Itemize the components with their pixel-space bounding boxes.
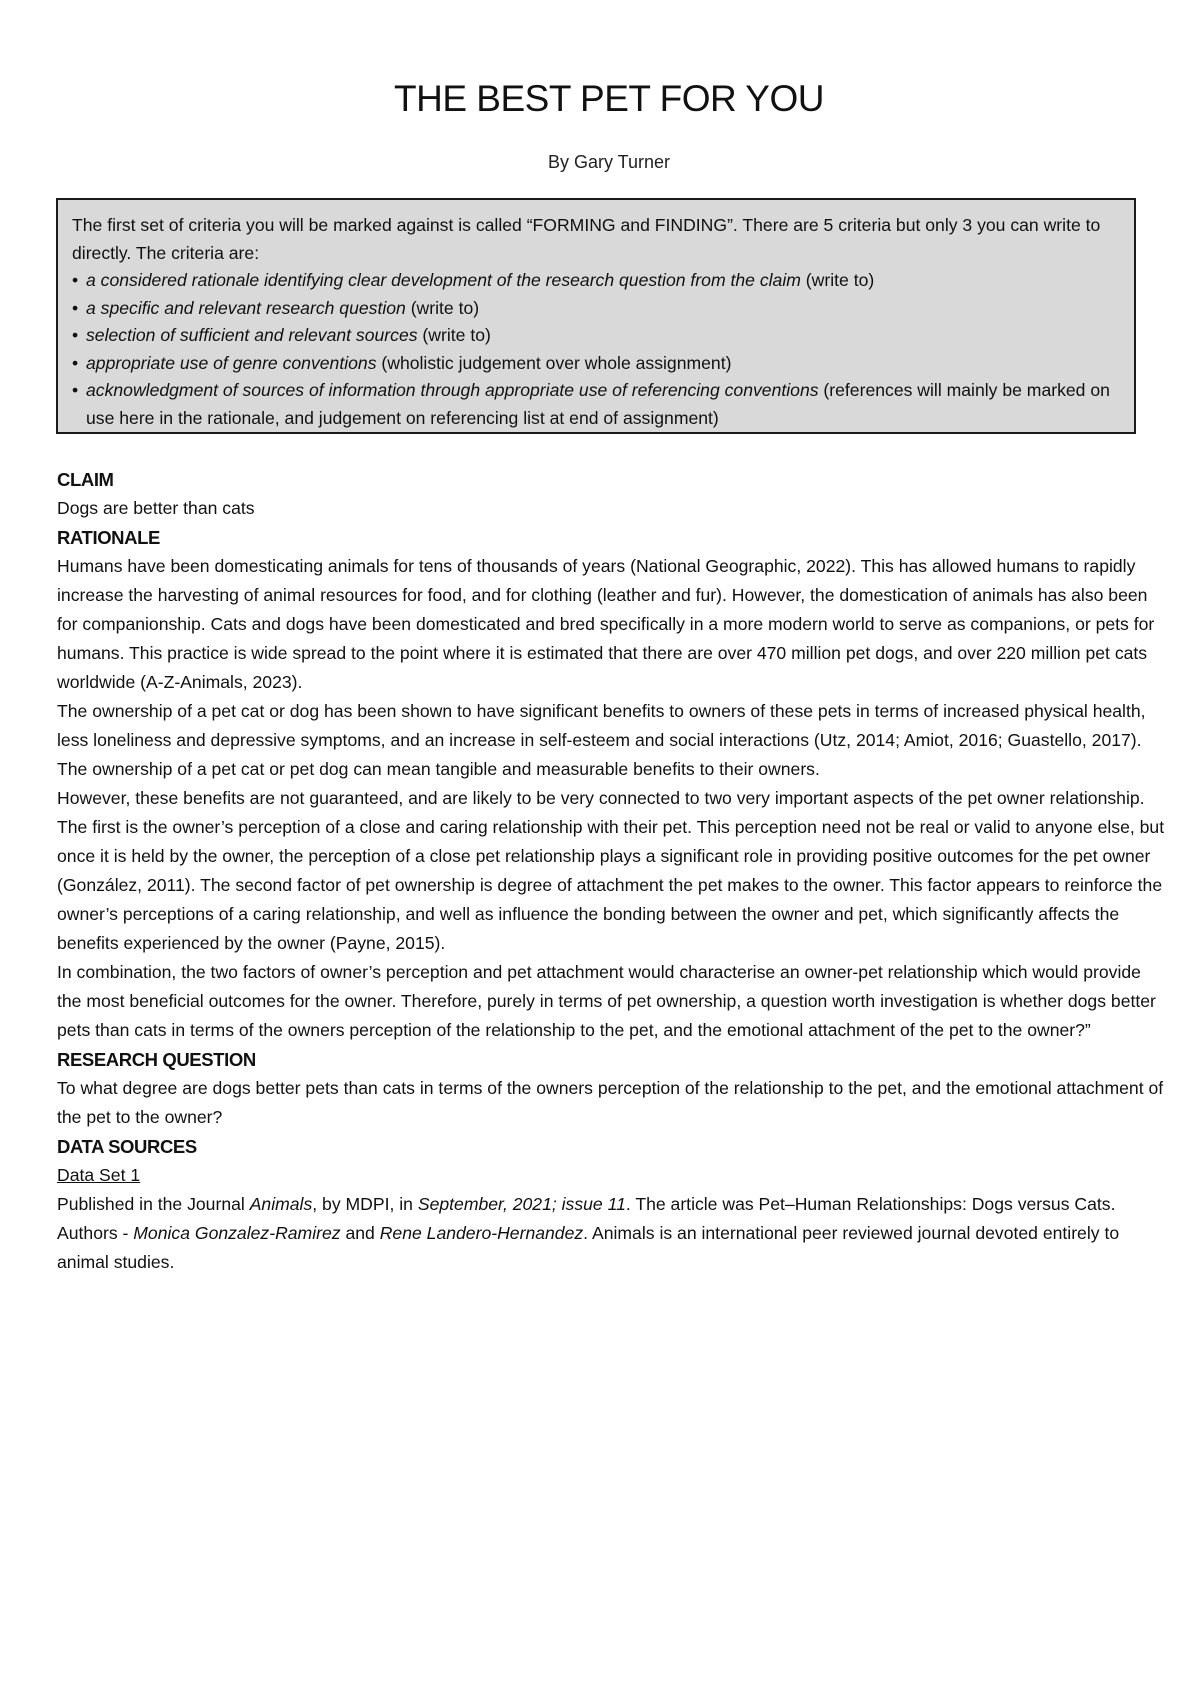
criteria-text: appropriate use of genre conventions bbox=[86, 352, 377, 373]
criteria-text: selection of sufficient and relevant sources bbox=[86, 325, 418, 345]
text-run: . Animals is an international peer reviewed journal devoted entirely to animal studies. bbox=[57, 1223, 1120, 1272]
criteria-item bbox=[72, 322, 1120, 350]
section-heading-research-question: RESEARCH QUESTION bbox=[57, 1049, 256, 1070]
criteria-text: acknowledgment of sources of information through appropriate use of referencing conventions bbox=[86, 380, 819, 400]
bullet-icon: • bbox=[72, 352, 79, 373]
author-byline: By Gary Turner bbox=[547, 152, 671, 172]
criteria-text: a specific and relevant research question bbox=[86, 297, 406, 318]
bullet-icon: • bbox=[72, 270, 79, 290]
criteria-intro: The first set of criteria you will be marked against is called “FORMING and FINDING”. There are 5 criteria but only 3 you can write to directly. The criteria are: bbox=[72, 215, 1101, 263]
author-name: Monica Gonzalez-Ramirez bbox=[133, 1223, 341, 1243]
rationale-paragraph: In combination, the two factors of owner’s perception and pet attachment would characterise an owner-pet relationship which would provide the most beneficial outcomes for the owner. Therefore, purely in terms of pet ownership, a question worth investigation is whether dogs better pets than cats in terms of the owners perception of the relationship to the pet, and the emotional attachment of the pet to the owner?” bbox=[57, 962, 1156, 1040]
criteria-note: (write to) bbox=[405, 297, 480, 318]
criteria-note: (write to) bbox=[417, 325, 491, 345]
criteria-note: (wholistic judgement over whole assignment) bbox=[376, 352, 732, 373]
criteria-box bbox=[56, 198, 1136, 434]
bullet-icon: • bbox=[72, 297, 79, 318]
rationale-paragraph: Humans have been domesticating animals for tens of thousands of years (National Geographic, 2022). This has allowed humans to rapidly increase the harvesting of animal resources for food, and for clothing (leather and fur). However, the domestication of animals has also been for companionship. Cats and dogs have been domesticated and bred specifically in a more modern world to serve as companions, or pets for humans. This practice is wide spread to the point where it is estimated that there are over 470 million pet dogs, and over 220 million pet cats worldwide (A-Z-Animals, 2023). bbox=[57, 556, 1155, 692]
criteria-list bbox=[72, 267, 1120, 432]
criteria-item bbox=[72, 267, 1120, 295]
claim-text: Dogs are better than cats bbox=[57, 498, 255, 518]
criteria-note: (references will mainly be marked on use here in the rationale, and judgement on referencing list at end of assignment) bbox=[86, 380, 1110, 428]
criteria-text: a considered rationale identifying clear development of the research question from the claim bbox=[86, 270, 801, 290]
author-name: Rene Landero-Hernandez bbox=[379, 1223, 584, 1243]
document-body bbox=[57, 465, 1167, 1277]
document-title: THE BEST PET FOR YOU bbox=[394, 78, 824, 119]
criteria-item bbox=[72, 350, 1120, 378]
text-run: , by MDPI, in bbox=[312, 1194, 418, 1214]
section-heading-rationale: RATIONALE bbox=[57, 527, 160, 548]
section-heading-data-sources: DATA SOURCES bbox=[57, 1136, 197, 1157]
text-run: . The article was Pet–Human Relationships: Dogs versus Cats. Authors - bbox=[57, 1194, 1116, 1243]
section-heading-claim: CLAIM bbox=[57, 469, 114, 490]
text-run: and bbox=[340, 1223, 380, 1243]
research-question-text: To what degree are dogs better pets than cats in terms of the owners perception of the relationship to the pet, and the emotional attachment of the pet to the owner? bbox=[57, 1078, 1164, 1127]
criteria-item bbox=[72, 377, 1120, 432]
criteria-item bbox=[72, 295, 1120, 323]
text-run: Published in the Journal bbox=[57, 1194, 250, 1214]
rationale-paragraph: However, these benefits are not guaranteed, and are likely to be very connected to two very important aspects of the pet owner relationship. The first is the owner’s perception of a close and caring relationship with their pet. This perception need not be real or valid to anyone else, but once it is held by the owner, the perception of a close pet relationship plays a significant role in providing positive outcomes for the pet owner (González, 2011). The second factor of pet ownership is degree of attachment the pet makes to the owner. This factor appears to reinforce the owner’s perceptions of a caring relationship, and well as influence the bonding between the owner and pet, which significantly affects the benefits experienced by the owner (Payne, 2015). bbox=[57, 788, 1165, 953]
data-set-1-heading: Data Set 1 bbox=[57, 1165, 141, 1185]
data-set-1-description bbox=[57, 1190, 1167, 1277]
journal-name: Animals bbox=[249, 1194, 313, 1214]
criteria-note: (write to) bbox=[800, 270, 875, 290]
issue-info: September, 2021; issue 11 bbox=[417, 1194, 626, 1214]
rationale-paragraph: The ownership of a pet cat or dog has been shown to have significant benefits to owners of these pets in terms of increased physical health, less loneliness and depressive symptoms, and an increase in self-esteem and social interactions (Utz, 2014; Amiot, 2016; Guastello, 2017). The ownership of a pet cat or pet dog can mean tangible and measurable benefits to their owners. bbox=[57, 701, 1146, 779]
bullet-icon: • bbox=[72, 325, 79, 345]
bullet-icon: • bbox=[72, 380, 79, 400]
